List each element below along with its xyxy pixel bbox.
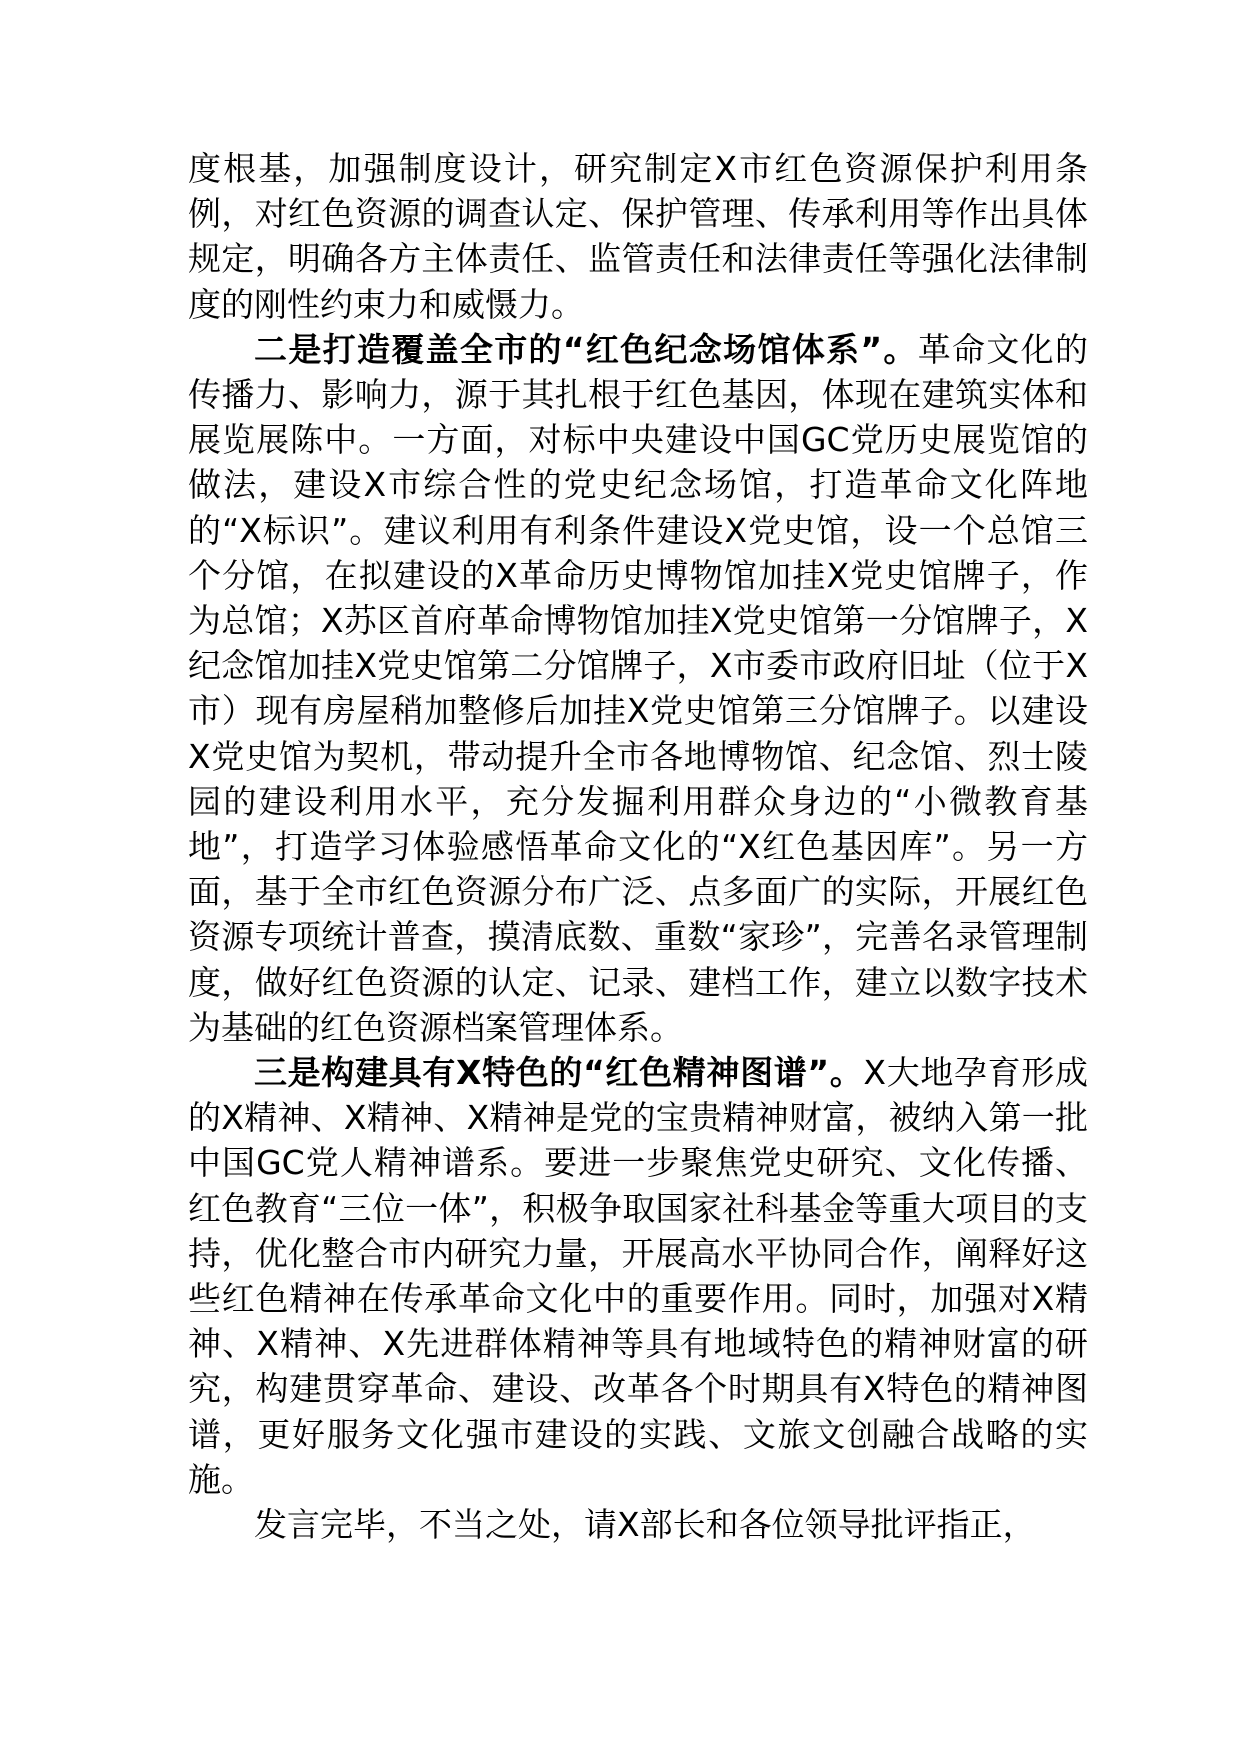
paragraph-continuation [188, 146, 1088, 327]
paragraph-text: 发言完毕，不当之处，请X部长和各位领导批评指正， [254, 1505, 1036, 1545]
paragraph-red-memorial-system [188, 327, 1088, 1050]
paragraph-text: X大地孕育形成的X精神、X精神、X精神是党的宝贵精神财富，被纳入第一批中国GC党人精神谱系。要进一步聚焦党史研究、文化传播、红色教育“三位一体”，积极争取国家社科基金等重大项目的支持，优化整合市内研究力量，开展高水平协同合作，阐释好这些红色精神在传承革命文化中的重要作用。同时，加强对X精神、X精神、X先进群体精神等具有地域特色的精神财富的研究，构建贯穿革命、建设、改革各个时期具有X特色的精神图谱，更好服务文化强市建设的实践、文旅文创融合战略的实施。 [188, 1053, 1089, 1499]
document-body [188, 146, 1088, 1547]
paragraph-heading: 三是构建具有X特色的“红色精神图谱”。 [254, 1053, 864, 1093]
paragraph-heading: 二是打造覆盖全市的“红色纪念场馆体系”。 [254, 329, 918, 369]
paragraph-text: 革命文化的传播力、影响力，源于其扎根于红色基因，体现在建筑实体和展览展陈中。一方面，对标中央建设中国GC党历史展览馆的做法，建设X市综合性的党史纪念场馆，打造革命文化阵地的“X标识”。建议利用有利条件建设X党史馆，设一个总馆三个分馆，在拟建设的X革命历史博物馆加挂X党史馆牌子，作为总馆；X苏区首府革命博物馆加挂X党史馆第一分馆牌子，X纪念馆加挂X党史馆第二分馆牌子，X市委市政府旧址（位于X市）现有房屋稍加整修后加挂X党史馆第三分馆牌子。以建设X党史馆为契机，带动提升全市各地博物馆、纪念馆、烈士陵园的建设利用水平，充分发掘利用群众身边的“小微教育基地”，打造学习体验感悟革命文化的“X红色基因库”。另一方面，基于全市红色资源分布广泛、点多面广的实际，开展红色资源专项统计普查，摸清底数、重数“家珍”，完善名录管理制度，做好红色资源的认定、记录、建档工作，建立以数字技术为基础的红色资源档案管理体系。 [188, 329, 1088, 1047]
paragraph-text: 度根基，加强制度设计，研究制定X市红色资源保护利用条例，对红色资源的调查认定、保护管理、传承利用等作出具体规定，明确各方主体责任、监管责任和法律责任等强化法律制度的刚性约束力和威慑力。 [188, 149, 1088, 324]
paragraph-closing [188, 1502, 1088, 1547]
paragraph-red-spirit-map [188, 1050, 1088, 1502]
